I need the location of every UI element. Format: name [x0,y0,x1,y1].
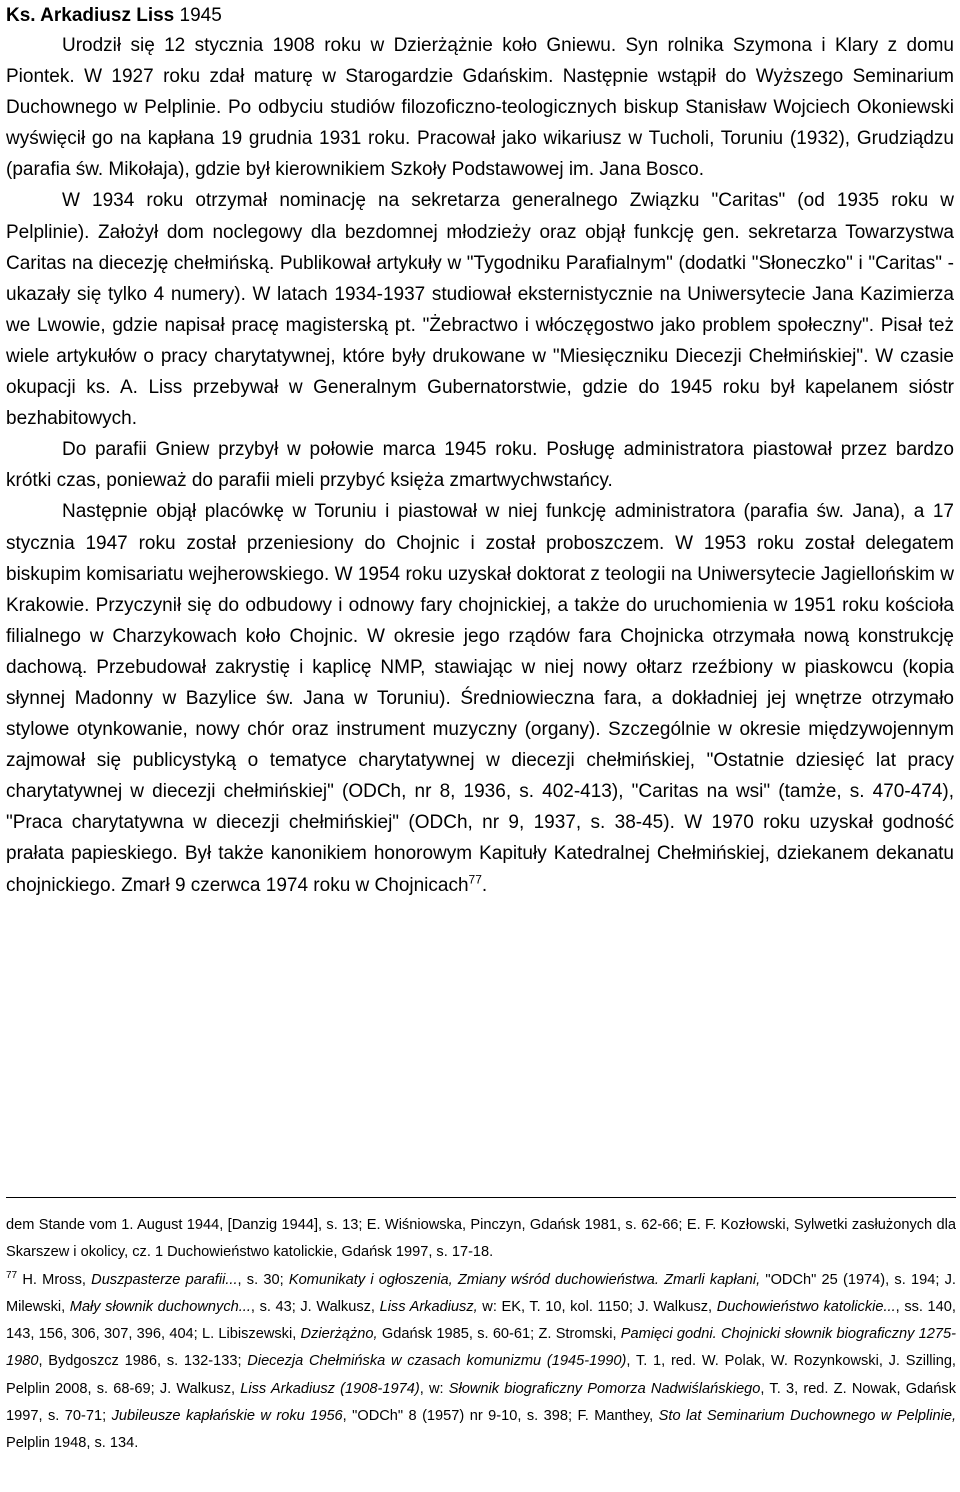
section-heading [6,2,954,30]
fn-text: H. Mross, [17,1271,92,1288]
fn-title: Słownik biograficzny Pomorza Nadwiślańskiego [448,1380,761,1397]
fn-title: Mały słownik duchownych... [69,1298,251,1315]
fn-title: Duszpasterze parafii... [91,1271,238,1288]
fn-text: , w: [419,1380,449,1397]
footnote-ref-77: 77 [468,872,482,887]
fn-text: w: EK, T. 10, kol. 1150; J. Walkusz, [477,1298,717,1315]
fn-title: Komunikaty i ogłoszenia, Zmiany wśród duchowieństwa. Zmarli kapłani, [288,1271,761,1288]
heading-name: Ks. Arkadiusz Liss [6,5,175,26]
fn-title: Dzierżążno, [300,1326,378,1343]
fn-title: Pamięci godni. Chojnicki słownik biograficzny 1275-1980 [6,1326,956,1370]
document-page [6,0,957,1492]
paragraph-4 [6,496,954,900]
fn-text: , s. 30; [237,1271,289,1288]
fn-title: Duchowieństwo katolickie... [716,1298,896,1315]
fn-title: Sto lat Seminarium Duchownego w Pelplinie, [658,1408,956,1425]
fn-text: , Bydgoszcz 1986, s. 132-133; [38,1353,248,1370]
heading-year: 1945 [174,5,222,26]
fn-title: Liss Arkadiusz, [379,1298,478,1315]
fn-title: Diecezja Chełmińska w czasach komunizmu (1945-1990) [247,1353,627,1370]
fn-text: "ODCh" 25 (1974), s. 194; J. Milewski, [6,1271,956,1315]
fn-text: Pelplin 1948, s. 134. [6,1435,139,1452]
fn-text: Gdańsk 1985, s. 60-61; Z. Stromski, [377,1326,621,1343]
footnotes [6,1212,956,1458]
footnote-77 [6,1267,956,1458]
footnote-continuation: dem Stande vom 1. August 1944, [Danzig 1944], s. 13; E. Wiśniowska, Pinczyn, Gdańsk 1981, s. 62-66; E. F. Kozłowski, Sylwetki zasłużonych dla Skarszew i okolicy, cz. 1 Duchowieństwo katolickie, Gdańsk 1997, s. 17-18. [6,1217,956,1261]
paragraph-4-text: Następnie objął placówkę w Toruniu i piastował w niej funkcję administratora (parafia św. Jana), a 17 stycznia 1947 roku został przeniesiony do Chojnic i został proboszczem. W 1953 roku został delegatem biskupim komisariatu wejherowskiego. W 1954 roku uzyskał doktorat z teologii na Uniwersytecie Jagiellońskim w Krakowie. Przyczynił się do odbudowy i odnowy fary chojnickiej, a także do uruchomienia w 1951 roku kościoła filialnego w Charzykowach koło Chojnic. W okresie jego rządów fara Chojnicka otrzymała nową konstrukcję dachową. Przebudował zakrystię i kaplicę NMP, stawiając w niej nowy ołtarz rzeźbiony w piaskowcu (kopia słynnej Madonny w Bazylice św. Jana w Toruniu). Średniowieczna fara, a dokładniej jej wnętrze otrzymało stylowe otynkowanie, nowy chór oraz instrument muzyczny (organy). Szczególnie w okresie międzywojennym zajmował się publicystyką o tematyce charytatywnej w diecezji chełmińskiej, "Ostatnie dziesięć lat pracy charytatywnej w diecezji chełmińskiej" (ODCh, nr 8, 1936, s. 402-413), "Caritas na wsi" (tamże, s. 470-474), "Praca charytatywna w diecezji chełmińskiej" (ODCh, nr 9, 1937, s. 38-45). W 1970 roku uzyskał godność prałata papieskiego. Był także kanonikiem honorowym Kapituły Katedralnej Chełmińskiej, dziekanem dekanatu chojnickiego. Zmarł 9 czerwca 1974 roku w Chojnicach [6,501,954,896]
footnote-77-number: 77 [6,1269,18,1281]
paragraph-4-end: . [481,874,488,896]
paragraph-1: Urodził się 12 stycznia 1908 roku w Dzierżążnie koło Gniewu. Syn rolnika Szymona i Klary z domu Piontek. W 1927 roku zdał maturę w Starogardzie Gdańskim. Następnie wstąpił do Wyższego Seminarium Duchownego w Pelplinie. Po odbyciu studiów filozoficzno-teologicznych biskup Stanisław Wojciech Okoniewski wyświęcił go na kapłana 19 grudnia 1931 roku. Pracował jako wikariusz w Tucholi, Toruniu (1932), Grudziądzu (parafia św. Mikołaja), gdzie był kierownikiem Szkoły Podstawowej im. Jana Bosco. [6,35,954,181]
fn-text: , s. 43; J. Walkusz, [250,1298,380,1315]
fn-title: Liss Arkadiusz (1908-1974) [240,1380,420,1397]
fn-text: , "ODCh" 8 (1957) nr 9-10, s. 398; F. Manthey, [342,1408,659,1425]
fn-text: , T. 1, red. W. Polak, W. Rozynkowski, J. Szilling, Pelplin 2008, s. 68-69; J. Walkusz, [6,1353,956,1397]
fn-text: , ss. 140, 143, 156, 306, 307, 396, 404; L. Libiszewski, [6,1298,956,1343]
fn-text: , T. 3, red. Z. Nowak, Gdańsk 1997, s. 70-71; [6,1380,957,1425]
paragraph-2: W 1934 roku otrzymał nominację na sekretarza generalnego Związku "Caritas" (od 1935 roku w Pelplinie). Założył dom noclegowy dla bezdomnej młodzieży oraz objął funkcję gen. sekretarza Towarzystwa Caritas na diecezję chełmińską. Publikował artykuły w "Tygodniku Parafialnym" (dodatki "Słoneczko" i "Caritas" - ukazały się tylko 4 numery). W latach 1934-1937 studiował eksternistycznie na Uniwersytecie Jana Kazimierza we Lwowie, gdzie napisał pracę magisterską pt. "Żebractwo i włóczęgostwo jako problem społeczny". Pisał też wiele artykułów o pracy charytatywnej, które były drukowane w "Miesięczniku Diecezji Chełmińskiej". W czasie okupacji ks. A. Liss przebywał w Generalnym Gubernatorstwie, gdzie do 1945 roku był kapelanem sióstr bezhabitowych. [6,190,954,430]
footnote-separator [6,1197,956,1198]
fn-title: Jubileusze kapłańskie w roku 1956 [111,1408,343,1425]
biography-body [6,30,954,901]
paragraph-3: Do parafii Gniew przybył w połowie marca 1945 roku. Posługę administratora piastował przez bardzo krótki czas, ponieważ do parafii mieli przybyć księża zmartwychwstańcy. [6,439,954,492]
